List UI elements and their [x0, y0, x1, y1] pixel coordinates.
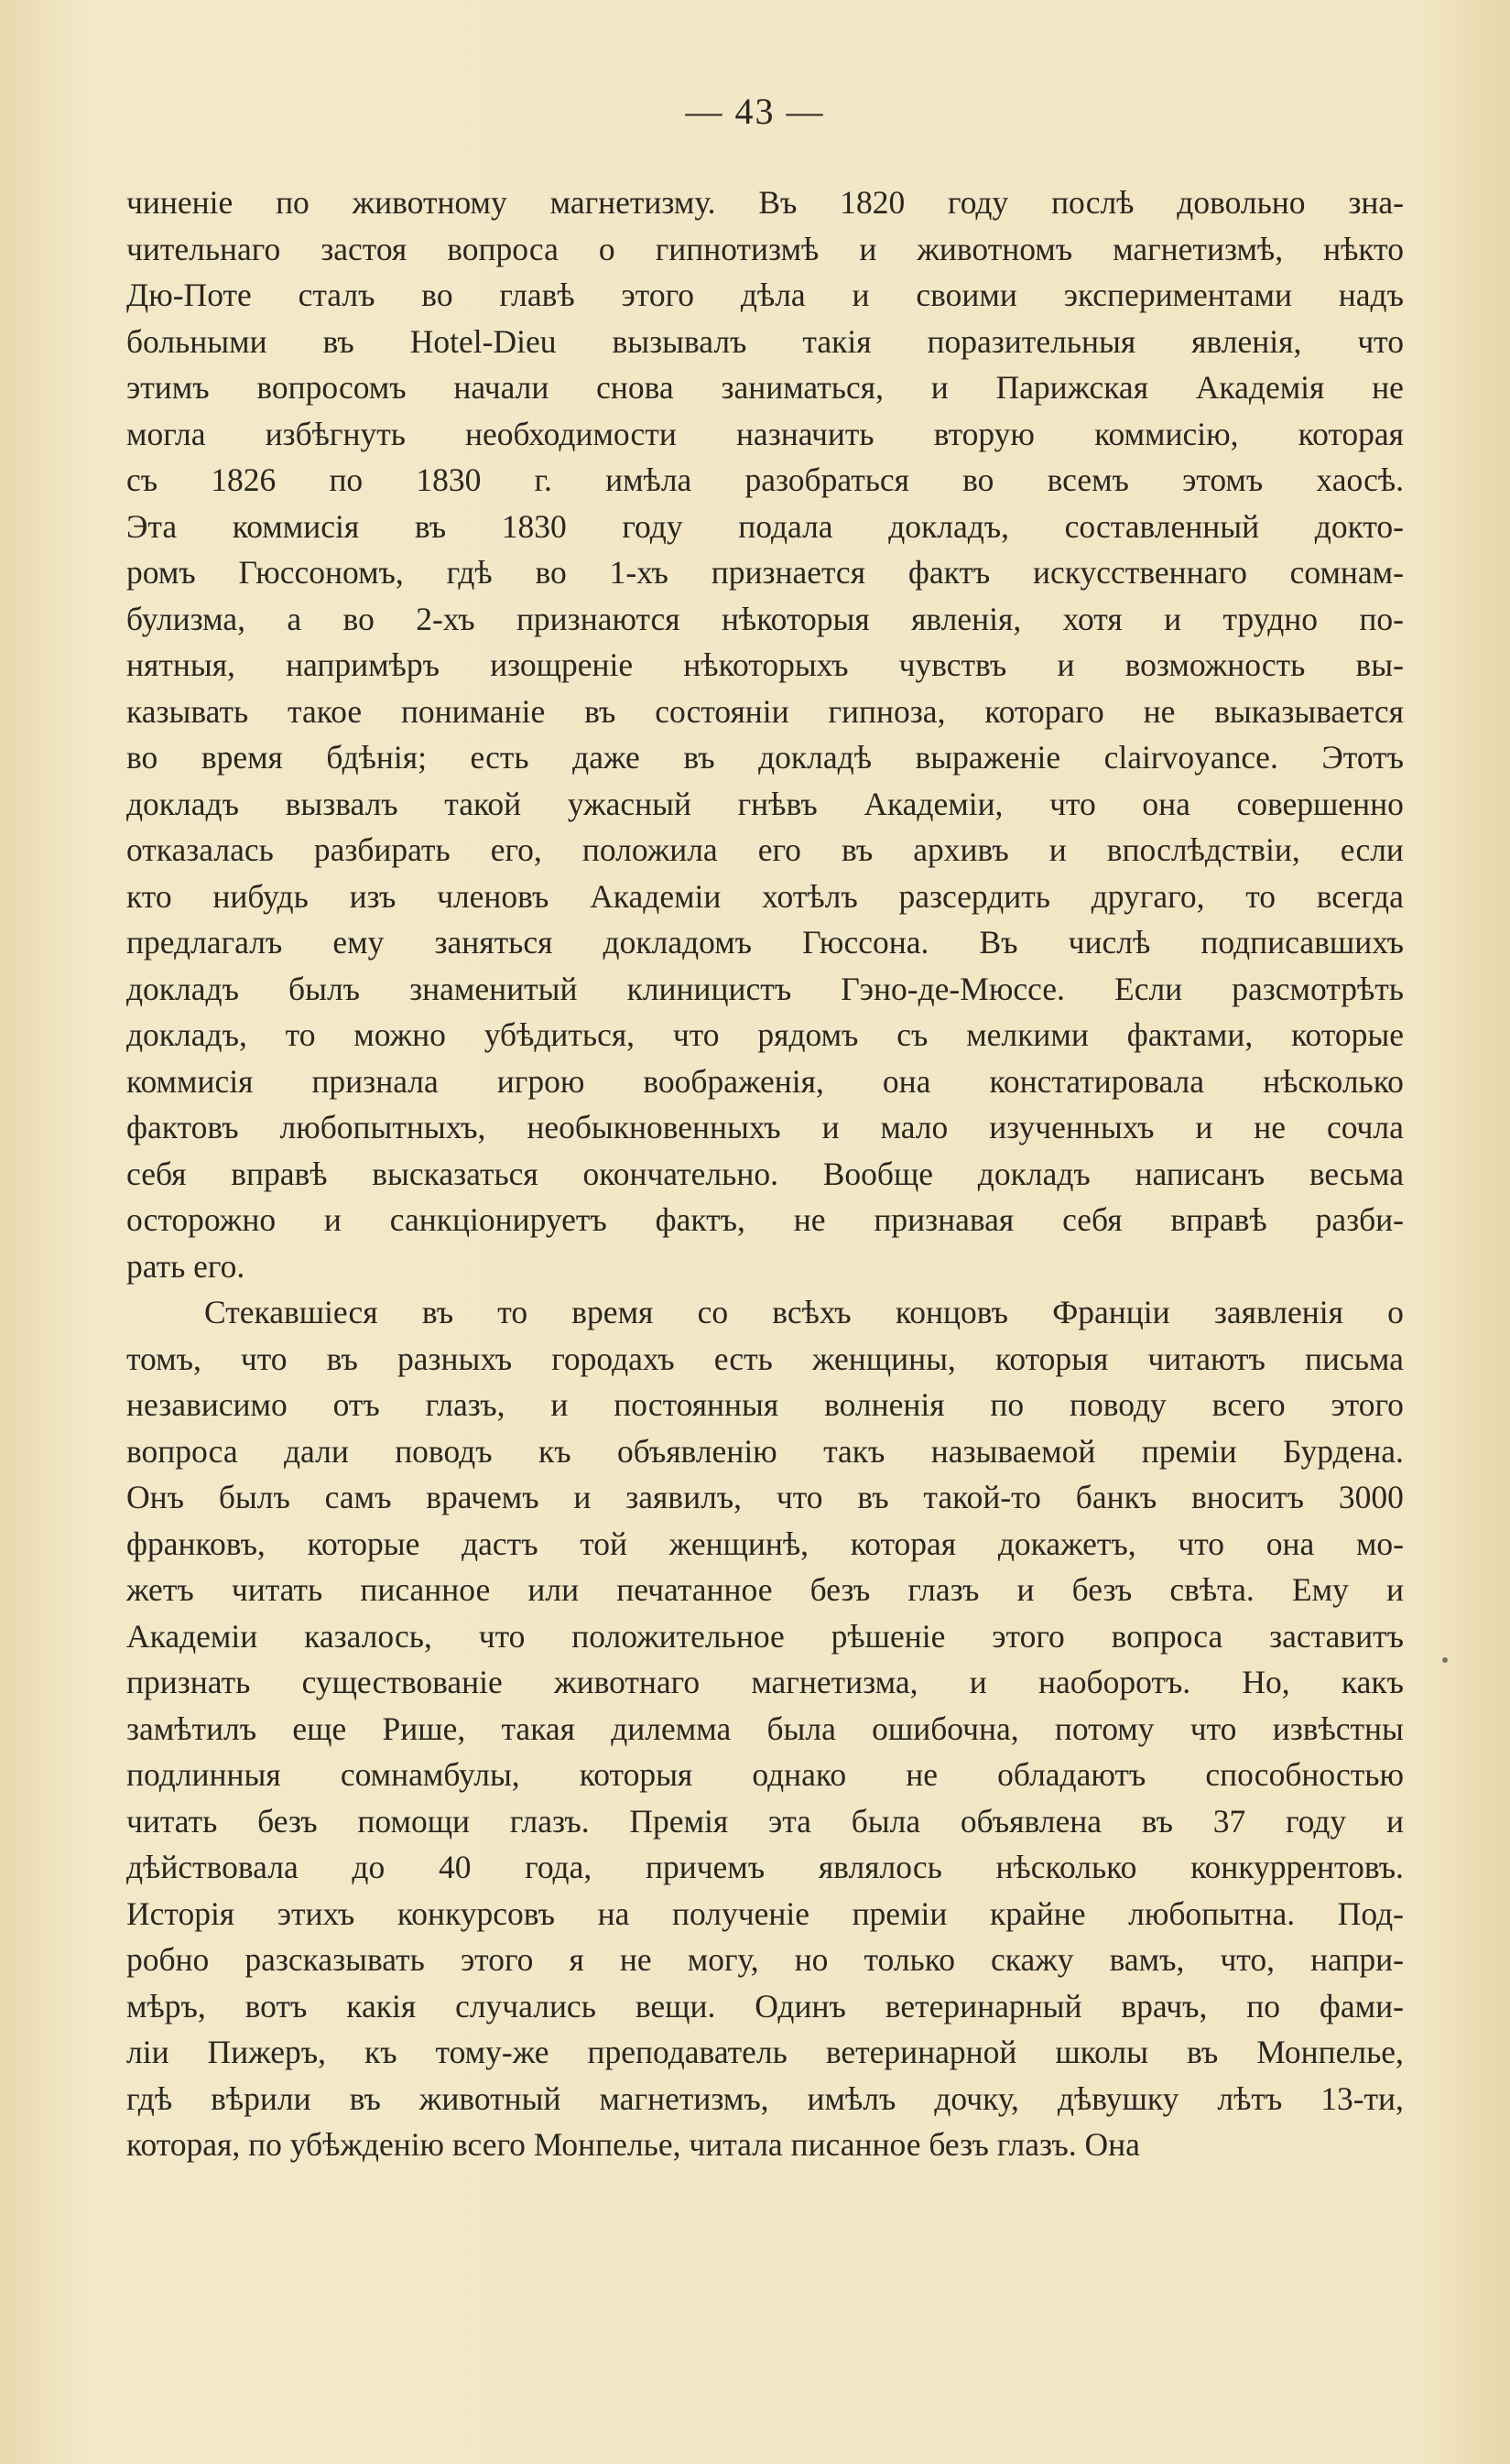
text-line: Стекавшіеся въ то время со всѣхъ концовъ Франціи заявленія о — [204, 1294, 1404, 1330]
text-line: франковъ, которые дастъ той женщинѣ, которая докажетъ, что она мо- — [126, 1525, 1404, 1562]
text-line: читать безъ помощи глазъ. Премія эта была объявлена въ 37 году и — [126, 1802, 1404, 1840]
text-line: предлагалъ ему заняться докладомъ Гюссона. Въ числѣ подписавшихъ — [126, 924, 1404, 961]
text-line: жетъ читать писанное или печатанное безъ глазъ и безъ свѣта. Ему и — [126, 1571, 1404, 1608]
text-line: ліи Пижеръ, къ тому-же преподаватель ветеринарной школы въ Монпелье, — [126, 2034, 1404, 2070]
text-line: дѣйствовала до 40 года, причемъ являлось нѣсколько конкуррентовъ. — [126, 1849, 1404, 1885]
text-line: чительнаго застоя вопроса о гипнотизмѣ и животномъ магнетизмѣ, нѣкто — [126, 230, 1404, 267]
text-line: этимъ вопросомъ начали снова заниматься, и Парижская Академія не — [126, 369, 1404, 406]
text-line: независимо отъ глазъ, и постоянныя волненія по поводу всего этого — [126, 1386, 1404, 1423]
text-line: замѣтилъ еще Рише, такая дилемма была ошибочна, потому что извѣстны — [126, 1710, 1404, 1747]
margin-dot — [1442, 1657, 1448, 1663]
text-line: докладъ вызвалъ такой ужасный гнѣвъ Академіи, что она совершенно — [126, 785, 1404, 822]
text-line: которая, по убѣжденію всего Монпелье, читала писанное безъ глазъ. Она — [126, 2126, 1140, 2163]
text-line: могла избѣгнуть необходимости назначить вторую коммисію, которая — [126, 415, 1404, 452]
text-line: казывать такое пониманіе въ состояніи гипноза, котораго не выказывается — [126, 692, 1404, 730]
text-line: нятныя, напримѣръ изощреніе нѣкоторыхъ чувствъ и возможность вы- — [126, 646, 1404, 683]
text-line: мѣръ, вотъ какія случались вещи. Одинъ ветеринарный врачъ, по фами- — [126, 1987, 1404, 2024]
text-line: кто нибудь изъ членовъ Академіи хотѣлъ разсердить другаго, то всегда — [126, 877, 1404, 915]
body-text — [126, 179, 1404, 2168]
text-line: подлинныя сомнамбулы, которыя однако не обладаютъ способностью — [126, 1756, 1404, 1793]
text-line: робно разсказывать этого я не могу, но только скажу вамъ, что, напри- — [126, 1941, 1404, 1978]
text-line: докладъ, то можно убѣдиться, что рядомъ съ мелкими фактами, которые — [126, 1016, 1404, 1053]
text-line: отказалась разбирать его, положила его въ архивъ и впослѣдствіи, если — [126, 831, 1404, 868]
text-line: Эта коммисія въ 1830 году подала докладъ, составленный докто- — [126, 507, 1404, 545]
text-line: рать его. — [126, 1247, 245, 1285]
text-line: съ 1826 по 1830 г. имѣла разобраться во всемъ этомъ хаосѣ. — [126, 461, 1404, 498]
text-line: докладъ былъ знаменитый клиницистъ Гэно-де-Мюссе. Если разсмотрѣть — [126, 970, 1404, 1007]
text-line: Онъ былъ самъ врачемъ и заявилъ, что въ такой-то банкъ вноситъ 3000 — [126, 1479, 1404, 1515]
text-line: Академіи казалось, что положительное рѣшеніе этого вопроса заставитъ — [126, 1617, 1404, 1655]
text-line: фактовъ любопытныхъ, необыкновенныхъ и мало изученныхъ и не сочла — [126, 1109, 1404, 1145]
page-number: — 43 — — [685, 91, 825, 132]
text-line: признать существованіе животнаго магнетизма, и наоборотъ. Но, какъ — [126, 1664, 1404, 1700]
text-line: больными въ Hotel-Dieu вызывалъ такія поразительныя явленія, что — [126, 322, 1404, 360]
text-line: во время бдѣнія; есть даже въ докладѣ выраженіе clairvoyance. Этотъ — [126, 739, 1404, 776]
text-line: Исторія этихъ конкурсовъ на полученіе преміи крайне любопытна. Под- — [126, 1894, 1404, 1932]
text-line: томъ, что въ разныхъ городахъ есть женщины, которыя читаютъ письма — [126, 1340, 1404, 1377]
text-line: Дю-Поте сталъ во главѣ этого дѣла и своими экспериментами надъ — [126, 277, 1404, 313]
text-line: чиненіе по животному магнетизму. Въ 1820 году послѣ довольно зна- — [126, 184, 1404, 221]
text-line: вопроса дали поводъ къ объявленію такъ называемой преміи Бурдена. — [126, 1432, 1404, 1470]
text-line: коммисія признала игрою воображенія, она констатировала нѣсколько — [126, 1062, 1404, 1100]
text-line: ромъ Гюссономъ, гдѣ во 1-хъ признается фактъ искусственнаго сомнам- — [126, 554, 1404, 591]
text-line: себя вправѣ высказаться окончательно. Вообще докладъ написанъ весьма — [126, 1155, 1404, 1192]
text-line: гдѣ вѣрили въ животный магнетизмъ, имѣлъ дочку, дѣвушку лѣтъ 13-ти, — [126, 2079, 1404, 2117]
text-line: булизма, а во 2-хъ признаются нѣкоторыя явленія, хотя и трудно по- — [126, 600, 1404, 637]
text-line: осторожно и санкціонируетъ фактъ, не признавая себя вправѣ разби- — [126, 1201, 1404, 1238]
